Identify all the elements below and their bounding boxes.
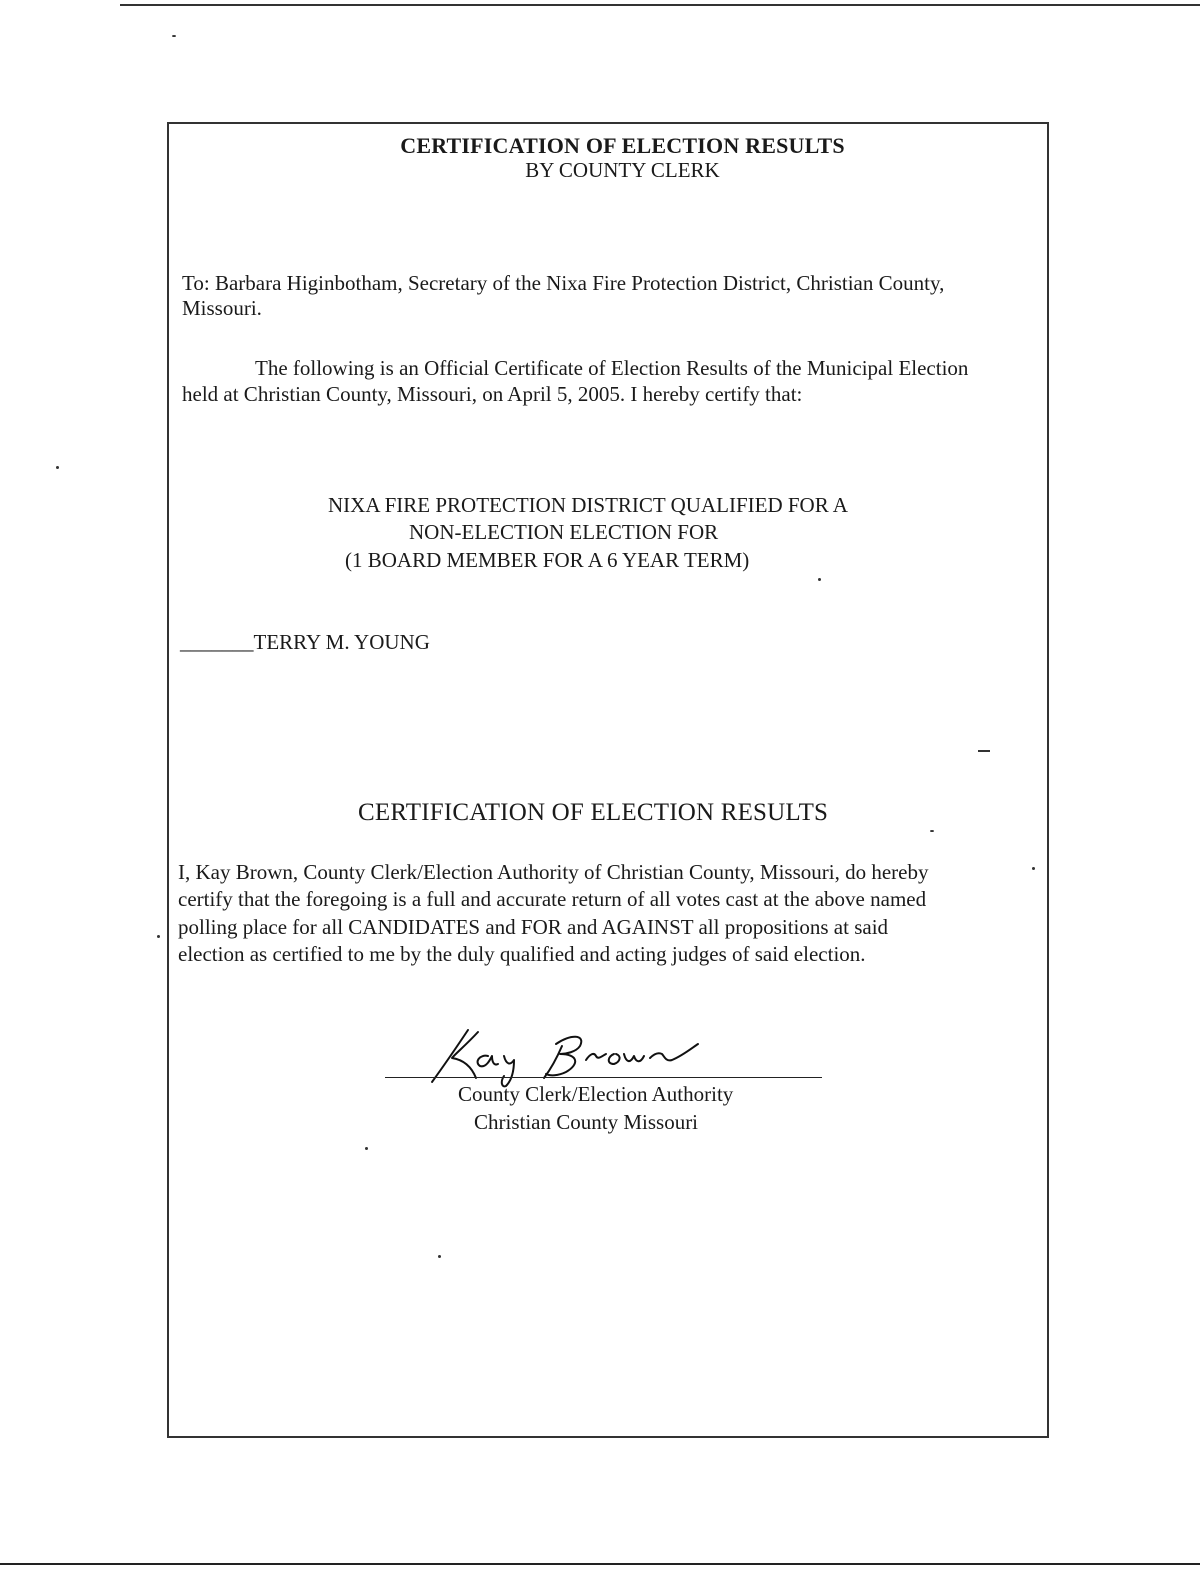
- addressee-line-2: Missouri.: [182, 296, 262, 320]
- district-line-3: (1 BOARD MEMBER FOR A 6 YEAR TERM): [345, 548, 750, 572]
- certification-heading: CERTIFICATION OF ELECTION RESULTS: [358, 799, 829, 826]
- signer-title-line-2: Christian County Missouri: [474, 1110, 699, 1134]
- candidate-name: TERRY M. YOUNG: [253, 630, 430, 654]
- intro-line-2: held at Christian County, Missouri, on April 5, 2005. I hereby certify that:: [182, 382, 803, 406]
- intro-line-1: The following is an Official Certificate of Election Results of the Municipal Election: [255, 356, 969, 380]
- document-title: CERTIFICATION OF ELECTION RESULTS: [400, 133, 845, 158]
- scan-speck: [157, 935, 160, 938]
- certification-line-1: I, Kay Brown, County Clerk/Election Authority of Christian County, Missouri, do hereby: [178, 860, 929, 884]
- document-subtitle: BY COUNTY CLERK: [525, 158, 720, 182]
- signature-line: [385, 1077, 822, 1078]
- scan-speck: [172, 35, 176, 37]
- certification-line-3: polling place for all CANDIDATES and FOR and AGAINST all propositions at said: [178, 915, 889, 939]
- addressee-line-1: To: Barbara Higinbotham, Secretary of the Nixa Fire Protection District, Christian County,: [182, 271, 945, 295]
- certification-line-2: certify that the foregoing is a full and accurate return of all votes cast at the above named: [178, 887, 927, 911]
- scan-edge-top: [120, 4, 1200, 6]
- signer-title-line-1: County Clerk/Election Authority: [458, 1082, 734, 1106]
- candidate-blank: _______: [180, 630, 254, 654]
- certification-line-4: election as certified to me by the duly qualified and acting judges of said election.: [178, 942, 866, 966]
- district-line-1: NIXA FIRE PROTECTION DISTRICT QUALIFIED FOR A: [328, 493, 848, 517]
- document-border: [167, 122, 1049, 1438]
- candidate-entry: [180, 629, 430, 655]
- scan-edge-bottom: [0, 1563, 1200, 1565]
- scan-speck: [56, 466, 59, 469]
- district-line-2: NON-ELECTION ELECTION FOR: [409, 520, 719, 544]
